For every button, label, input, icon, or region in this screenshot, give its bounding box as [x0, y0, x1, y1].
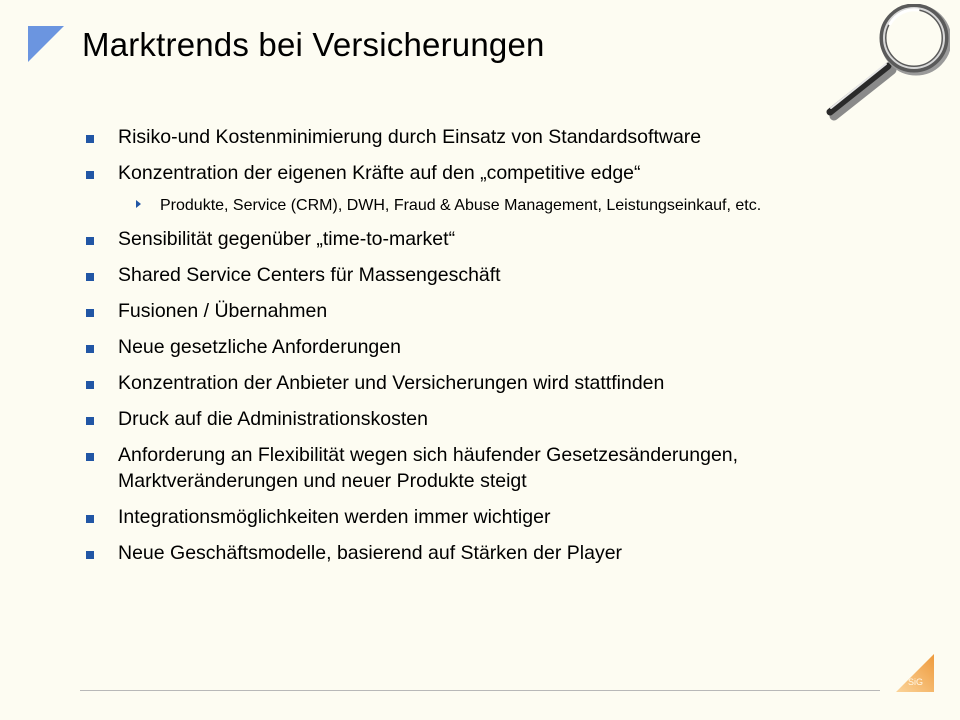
bullet-text: Risiko-und Kostenminimierung durch Einsatz von Standardsoftware — [118, 126, 702, 148]
bullet-text: Shared Service Centers für Massengeschäft — [118, 264, 501, 286]
list-item — [84, 504, 884, 530]
square-bullet-icon — [86, 135, 94, 143]
square-bullet-icon — [86, 453, 94, 461]
bullet-text: Konzentration der Anbieter und Versicherungen wird stattfinden — [118, 372, 665, 394]
sig-logo-text: SiG — [908, 677, 924, 687]
square-bullet-icon — [86, 551, 94, 559]
magnifier-icon — [818, 4, 950, 130]
bullet-text: Neue Geschäftsmodelle, basierend auf Stärken der Player — [118, 542, 623, 564]
bullet-text: Fusionen / Übernahmen — [118, 300, 328, 322]
list-item — [84, 262, 884, 288]
list-item — [84, 298, 884, 324]
square-bullet-icon — [86, 273, 94, 281]
list-item — [84, 160, 884, 186]
footer-divider — [80, 690, 880, 691]
list-item — [84, 226, 884, 252]
list-item — [84, 442, 884, 494]
list-item — [84, 124, 884, 150]
bullet-list — [84, 124, 884, 566]
square-bullet-icon — [86, 417, 94, 425]
sub-list-item — [84, 194, 884, 218]
list-item — [84, 540, 884, 566]
square-bullet-icon — [86, 345, 94, 353]
square-bullet-icon — [86, 515, 94, 523]
corner-triangle-icon — [28, 26, 64, 62]
sub-bullet-text: Produkte, Service (CRM), DWH, Fraud & Abuse Management, Leistungseinkauf, etc. — [160, 197, 762, 214]
bullet-text: Anforderung an Flexibilität wegen sich häufender Gesetzesänderungen, Marktveränderungen und neuer Produkte steigt — [118, 444, 739, 492]
triangle-bullet-icon — [136, 200, 141, 208]
bullet-text: Integrationsmöglichkeiten werden immer wichtiger — [118, 506, 551, 528]
square-bullet-icon — [86, 381, 94, 389]
square-bullet-icon — [86, 309, 94, 317]
slide-title: Marktrends bei Versicherungen — [82, 26, 545, 63]
bullet-text: Druck auf die Administrationskosten — [118, 408, 428, 430]
square-bullet-icon — [86, 237, 94, 245]
square-bullet-icon — [86, 171, 94, 179]
list-item — [84, 334, 884, 360]
bullet-text: Sensibilität gegenüber „time-to-market“ — [118, 228, 456, 250]
bullet-text: Konzentration der eigenen Kräfte auf den „competitive edge“ — [118, 162, 641, 184]
bullet-text: Neue gesetzliche Anforderungen — [118, 336, 401, 358]
list-item — [84, 370, 884, 396]
list-item — [84, 406, 884, 432]
